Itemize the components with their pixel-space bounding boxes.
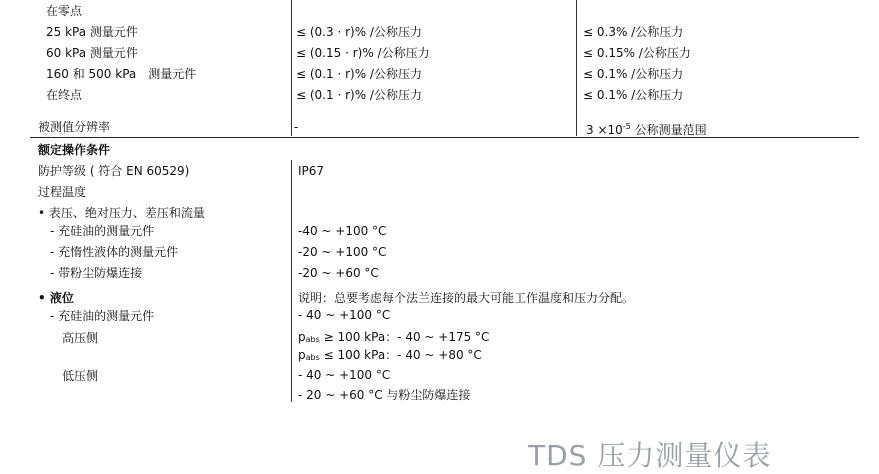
row-25kpa-col2: ≤ 0.3% /公称压力 — [583, 25, 684, 39]
footer-title: TDS 压力测量仪表 — [528, 439, 772, 472]
inert-value: -20 ~ +100 °C — [298, 245, 387, 259]
row-160kpa-label: 160 和 500 kPa 测量元件 — [46, 67, 197, 81]
dust-value: -20 ~ +60 °C — [298, 266, 379, 280]
column-rule-1-lower — [291, 160, 292, 402]
level-silicone-value: - 40 ~ +100 °C — [298, 308, 391, 322]
resolution-exponent: -5 — [622, 122, 631, 131]
row-60kpa-label: 60 kPa 测量元件 — [46, 46, 138, 60]
low-side-value-2: - 20 ~ +60 °C 与粉尘防爆连接 — [298, 388, 471, 402]
silicone-label: - 充硅油的测量元件 — [50, 224, 155, 238]
level-heading: • 液位 — [38, 291, 74, 305]
row-zero-label: 在零点 — [46, 4, 83, 18]
low-side-label: 低压侧 — [62, 369, 99, 383]
row-25kpa-label: 25 kPa 测量元件 — [46, 25, 138, 39]
row-60kpa-col1: ≤ (0.15 · r)% /公称压力 — [296, 46, 430, 60]
row-25kpa-col1: ≤ (0.3 · r)% /公称压力 — [296, 25, 422, 39]
silicone-value: -40 ~ +100 °C — [298, 224, 387, 238]
resolution-col1: - — [294, 120, 299, 134]
high-side-label: 高压侧 — [62, 331, 99, 345]
column-rule-2 — [576, 0, 577, 136]
bullet-icon: • — [38, 291, 50, 305]
resolution-label: 被测值分辨率 — [38, 120, 111, 134]
dust-label: - 带粉尘防爆连接 — [50, 266, 143, 280]
bullet-pressure-types: • 表压、绝对压力、差压和流量 — [38, 206, 205, 220]
row-end-label: 在终点 — [46, 88, 83, 102]
section-divider — [30, 137, 859, 138]
inert-label: - 充惰性液体的测量元件 — [50, 245, 179, 259]
row-end-col2: ≤ 0.1% /公称压力 — [583, 88, 684, 102]
protection-value: IP67 — [298, 164, 325, 178]
column-rule-1 — [291, 0, 292, 136]
process-temp-label: 过程温度 — [38, 185, 87, 199]
row-160kpa-col1: ≤ (0.1 · r)% /公称压力 — [296, 67, 422, 81]
bullet-icon: • — [38, 206, 49, 220]
resolution-col2: $3 \times 10^{-5}$ 公称测量范围 — [586, 122, 707, 137]
level-note: 说明：总要考虑每个法兰连接的最大可能工作温度和压力分配。 — [298, 291, 635, 305]
conditions-heading: 额定操作条件 — [38, 143, 111, 157]
row-160kpa-col2: ≤ 0.1% /公称压力 — [583, 67, 684, 81]
level-silicone-label: - 充硅油的测量元件 — [50, 309, 155, 323]
low-side-value-1: - 40 ~ +100 °C — [298, 368, 391, 382]
high-side-value-1: $p_{abs} \ge 100$ kPa：- 40 ~ +175 °C — [298, 330, 490, 344]
row-60kpa-col2: ≤ 0.15% /公称压力 — [583, 46, 691, 60]
row-end-col1: ≤ (0.1 · r)% /公称压力 — [296, 88, 422, 102]
protection-label: 防护等级 ( 符合 EN 60529) — [38, 164, 190, 178]
high-side-value-2: $p_{abs} \le 100$ kPa：- 40 ~ +80 °C — [298, 348, 482, 362]
